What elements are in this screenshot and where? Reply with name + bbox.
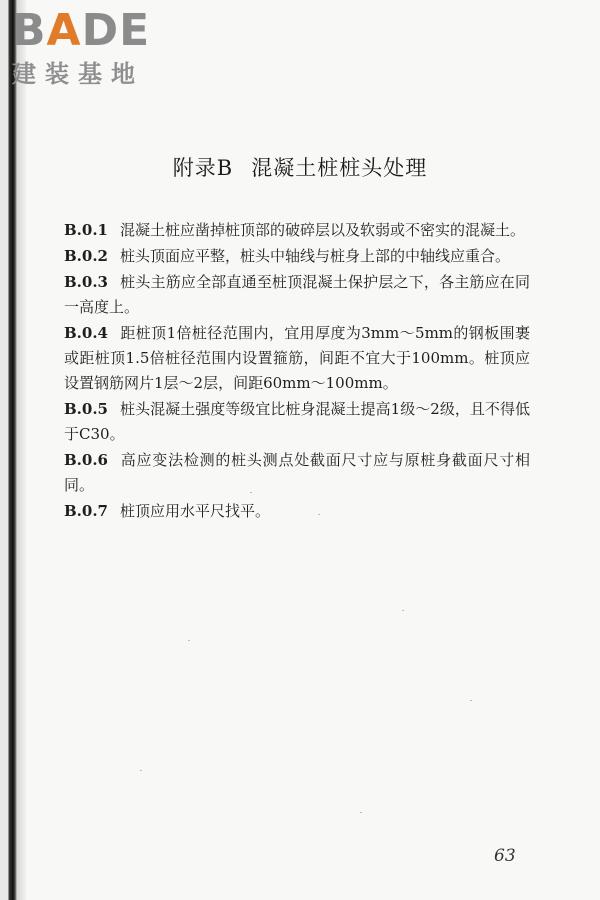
appendix-title [0,152,600,182]
clause-item [64,244,530,269]
appendix-label: 附录B [172,156,234,180]
page-binding-edge [0,0,26,900]
logo-letter-e: E [119,5,151,56]
bade-logo [12,6,172,90]
logo-wordmark [12,6,150,56]
scan-speck [188,640,190,641]
clause-item [64,397,530,447]
clause-text: 桩头主筋应全部直通至桩顶混凝土保护层之下，各主筋应在同一高度上。 [64,273,530,316]
logo-letter-b: B [12,5,47,56]
scan-speck [318,514,320,515]
scan-speck [470,700,472,701]
logo-subtitle: 建装基地 [12,60,144,88]
clause-item [64,270,530,320]
clause-text: 桩顶应用水平尺找平。 [120,502,271,520]
appendix-heading: 混凝土桩桩头处理 [251,156,428,180]
clause-text: 高应变法检测的桩头测点处截面尺寸应与原桩身截面尺寸相同。 [64,451,530,494]
clause-list [64,218,530,525]
clause-number: B.0.1 [64,221,108,239]
clause-number: B.0.5 [64,400,108,418]
clause-text: 混凝土桩应凿掉桩顶部的破碎层以及软弱或不密实的混凝土。 [120,221,526,239]
page-number: 63 [494,846,516,866]
clause-text: 距桩顶1倍桩径范围内，宜用厚度为3mm～5mm的钢板围裹或距桩顶1.5倍桩径范围内设置箍筋，间距不宜大于100mm。桩顶应设置钢筋网片1层～2层，间距60mm～100mm。 [64,324,530,392]
logo-letter-a: A [46,5,82,56]
clause-item [64,321,530,396]
clause-item [64,448,530,498]
scan-speck [402,610,404,611]
clause-number: B.0.2 [64,247,108,265]
scan-speck [250,492,252,493]
clause-item [64,499,530,524]
clause-number: B.0.7 [64,502,108,520]
clause-number: B.0.6 [64,451,108,469]
clause-text: 桩头混凝土强度等级宜比桩身混凝土提高1级～2级，且不得低于C30。 [64,400,530,443]
clause-item [64,218,530,243]
scan-speck [360,812,362,813]
logo-letter-d: D [81,5,120,56]
clause-text: 桩头顶面应平整，桩头中轴线与桩身上部的中轴线应重合。 [120,247,511,265]
scan-speck [140,770,142,771]
clause-number: B.0.4 [64,324,108,342]
clause-number: B.0.3 [64,273,108,291]
